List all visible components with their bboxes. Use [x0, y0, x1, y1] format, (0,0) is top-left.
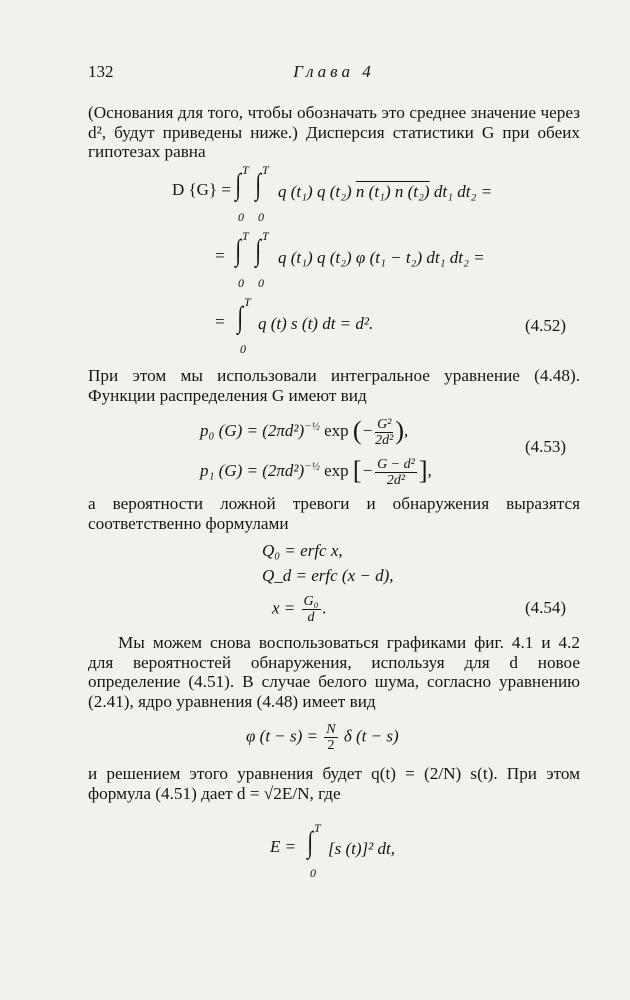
eq-4-53-p1: p₁ $(G) = (2\pi d^2)^{-\frac{1}{2}}$ exp [− $\frac{\text{G − d²}}{\text{2d²}}$ ],: [200, 456, 432, 488]
paragraph-solution: и решением этого уравнения будет q(t) = (2/N) s(t). При этом формула (4.51) дает d = √2E/N, где: [88, 764, 580, 803]
integral-upper-limit: T: [262, 229, 269, 243]
fraction: $\frac{N}{2}$: [326, 722, 336, 753]
eq-4-54-x: x = $\frac{\text{G₀}}{d}$ .: [272, 594, 327, 625]
integral-lower-limit: 0: [258, 276, 264, 290]
integral-sign: ∫: [237, 301, 243, 334]
eq-4-54-qd: Q_d = erfc (x − d),: [262, 566, 394, 585]
integral-lower-limit: 0: [238, 276, 244, 290]
eq-energy-rhs: [s (t)]² dt,: [328, 839, 395, 858]
integral-lower-limit: 0: [258, 210, 264, 224]
equals-sign: =: [214, 246, 226, 265]
integral-upper-limit: T: [242, 229, 249, 243]
page-number: 132: [88, 62, 114, 81]
integral-lower-limit: 0: [310, 866, 316, 880]
eq-4-52-line2: q (t₁) q (t₂) φ (t₁ − t₂) dt₁ dt₂ =: [278, 248, 485, 267]
integral-upper-limit: T: [242, 163, 249, 177]
equals-sign: =: [214, 312, 226, 331]
integral-sign: ∫: [255, 168, 261, 201]
integral-lower-limit: 0: [240, 342, 246, 356]
paragraph-intro: (Основания для того, чтобы обозначать это среднее значение через d², будут приведены ниже.) Дисперсия статистики G при обеих гипотезах равна: [88, 103, 580, 162]
integral-sign: ∫: [235, 234, 241, 267]
fraction: $\frac{\text{G²}}{\text{2d²}}$: [375, 416, 394, 448]
eq-4-52-line1: D {G} =: [172, 180, 231, 199]
eq-4-52-line3: q (t) s (t) dt = d².: [258, 314, 374, 333]
equation-number: (4.52): [525, 316, 567, 335]
chapter-title: Глава 4: [293, 62, 375, 81]
equation-number: (4.54): [525, 598, 567, 617]
paragraph-white-noise: Мы можем снова воспользоваться графиками фиг. 4.1 и 4.2 для вероятностей обнаружения, используя для d новое определение (4.51). В случае белого шума, согласно уравнению (2.41), ядро уравнения (4.48) имеет вид: [88, 633, 580, 712]
integral-lower-limit: 0: [238, 210, 244, 224]
paragraph-distribution: При этом мы использовали интегральное уравнение (4.48). Функции распределения G имеют вид: [88, 366, 580, 405]
integral-sign: ∫: [255, 234, 261, 267]
fraction: $\frac{\text{G − d²}}{\text{2d²}}$: [377, 456, 415, 488]
integral-sign: ∫: [307, 826, 313, 859]
equation-kernel: φ (t − s) = $\frac{N}{2}$ δ (t − s): [246, 722, 399, 753]
integral-upper-limit: T: [244, 295, 251, 309]
ensemble-average: n (t₁) n (t₂): [355, 182, 430, 201]
eq-energy-lhs: E =: [270, 837, 297, 856]
integral-sign: ∫: [235, 168, 241, 201]
integral-upper-limit: T: [314, 821, 321, 835]
integral-upper-limit: T: [262, 163, 269, 177]
fraction: $\frac{\text{G₀}}{d}$: [303, 594, 319, 625]
eq-4-54-q0: Q₀ = erfc x,: [262, 541, 343, 560]
paragraph-probabilities: а вероятности ложной тревоги и обнаружения выразятся соответственно формулами: [88, 494, 580, 533]
eq-4-53-p0: p₀ $(G) = (2\pi d^2)^{-\frac{1}{2}}$ exp (− $\frac{\text{G²}}{\text{2d²}}$ ),: [200, 416, 409, 448]
running-header: [88, 62, 580, 86]
eq-4-52-line1-rhs: q (t₁) q (t₂) n (t₁) n (t₂) dt₁ dt₂ =: [278, 182, 493, 201]
equation-number: (4.53): [525, 437, 567, 456]
